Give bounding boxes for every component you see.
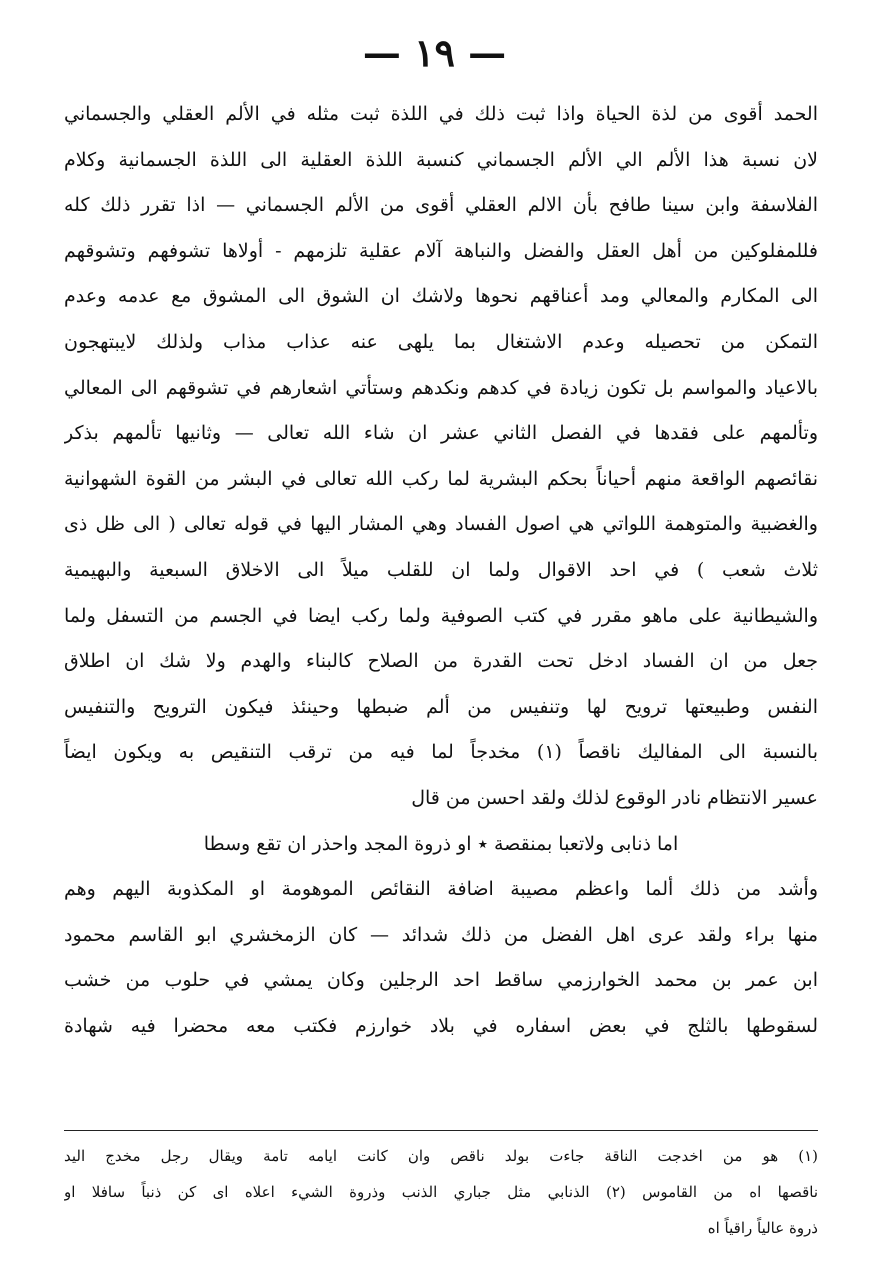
poetry-verse: اما ذنابى ولاتعبا بمنقصة ٭ او ذروة المجد واحذر ان تقع وسطا [203,832,679,855]
text-line: الى المكارم والمعالي ومد أعناقهم نحوها ولاشك ان الشوق الى المشوق مع عدمه وعدم [64,285,818,308]
footnote-line: ناقصها اه من القاموس (٢) الذنابي مثل جباري الذنب وذروة الشيء اعلاه اى كن ذنباً سافلا او [64,1183,818,1201]
text-line: فللمفلوكين من أهل العقل والفضل والنباهة آلام عقلية تلزمهم - أولاها تشوفهم وتشوقهم [64,239,818,262]
text-line: لان نسبة هذا الألم الي الألم الجسماني كنسبة اللذة العقلية الى اللذة الجسمانية وكلام [64,148,818,171]
text-line: الفلاسفة وابن سينا طافح بأن الالم العقلي أقوى من الألم الجسماني — اذا تقرر ذلك كله [64,194,818,217]
text-line: عسير الانتظام نادر الوقوع لذلك ولقد احسن من قال [411,786,818,809]
page-number: — ١٩ — [362,30,507,75]
text-line: بالاعياد والمواسم بل تكون زيادة في كدهم ونكدهم وستأتي اشعارهم في تشوقهم الى المعالي [64,376,818,399]
text-line: التمكن من تحصيله وعدم الاشتغال بما يلهى عنه عذاب مذاب ولذلك لايبتهجون [64,330,818,353]
footnotes [64,1138,818,1246]
text-line: بالنسبة الى المفاليك ناقصاً (١) مخدجاً لما فيه من ترقب التنقيص به ويكون ايضاً [64,741,818,764]
text-line: والغضبية والمتوهمة اللواتي هي اصول الفساد وهي المشار اليها في قوله تعالى ( الى ظل ذى [64,513,818,536]
text-line: منها براء ولقد عرى اهل الفضل من ذلك شدائد — كان الزمخشري ابو القاسم محمود [64,923,818,946]
text-line: والشيطانية على ماهو مقرر في كتب الصوفية ولما ركب ايضا في الجسم من التسفل ولما [64,604,818,627]
text-line: النفس وطبيعتها ترويح لها وتنفيس من ألم ضبطها وحينئذ فيكون الترويح والتنفيس [64,695,818,718]
footnote-divider [64,1130,818,1131]
text-line: لسقوطها بالثلج في بعض اسفاره في بلاد خوارزم فكتب معه محضرا فيه شهادة [64,1014,818,1037]
footnote-line: ذروة عالياً راقياً اه [707,1219,818,1237]
text-line: ثلاث شعب ) في احد الاقوال ولما ان للقلب ميلاً الى الاخلاق السبعية والبهيمية [64,558,818,581]
footnote-line: (١) هو من اخدجت الناقة جاءت بولد ناقص وان كانت ايامه تامة ويقال رجل مخدج اليد [64,1147,818,1165]
text-line: ابن عمر بن محمد الخوارزمي ساقط احد الرجلين وكان يمشي في حلوب من خشب [64,969,818,992]
text-line: وأشد من ذلك ألما واعظم مصيبة اضافة النقائص الموهومة او المكذوبة اليهم وهم [64,878,818,901]
text-line: جعل من ان الفساد ادخل تحت القدرة من الصلاح كالبناء والهدم ولا شك ان اطلاق [64,650,818,673]
main-text [64,92,818,1049]
text-line: وتألمهم على فقدها في الفصل الثاني عشر ان شاء الله تعالى — وثانيها تألمهم بذكر [64,422,818,445]
text-line: الحمد أقوى من لذة الحياة واذا ثبت ذلك في اللذة ثبت مثله في الألم العقلي والجسماني [64,103,818,125]
text-line: نقائصهم الواقعة منهم أحياناً بحكم البشرية لما ركب الله تعالى في البشر من القوة الشهوانية [64,467,818,490]
